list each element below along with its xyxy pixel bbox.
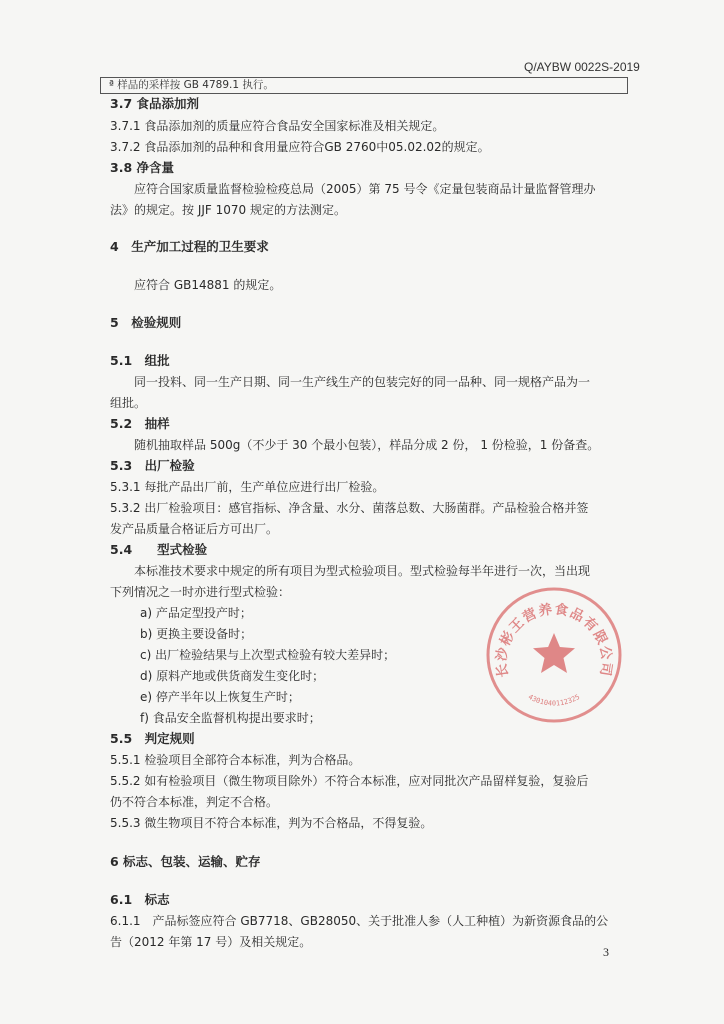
section-5-5-heading: 5.5 判定规则: [110, 731, 195, 746]
company-seal: [484, 585, 624, 725]
clause-5-3-1: 5.3.1 每批产品出厂前，生产单位应进行出厂检验。: [110, 480, 385, 494]
clause-5-5-2-line-1: 5.5.2 如有检验项目（微生物项目除外）不符合本标准，应对同批次产品留样复验，复验后: [110, 774, 589, 788]
section-3-7-heading: 3.7 食品添加剂: [110, 96, 199, 111]
section-6-1-heading: 6.1 标志: [110, 892, 170, 907]
section-5-3-heading: 5.3 出厂检验: [110, 458, 195, 473]
clause-5-2-text: 随机抽取样品 500g（不少于 30 个最小包装），样品分成 2 份， 1 份检验，1 份备查。: [134, 438, 600, 452]
footnote-box: [100, 77, 628, 94]
list-item-d: d) 原料产地或供货商发生变化时；: [140, 669, 325, 683]
clause-5-5-3: 5.5.3 微生物项目不符合本标准，判为不合格品，不得复验。: [110, 816, 433, 830]
seal-company-name: 长沙彬王营养食品有限公司: [493, 601, 615, 679]
section-3-8-heading: 3.8 净含量: [110, 160, 174, 175]
section-5-1-heading: 5.1 组批: [110, 353, 170, 368]
clause-5-3-2-line-1: 5.3.2 出厂检验项目：感官指标、净含量、水分、菌落总数、大肠菌群。产品检验合格并签: [110, 501, 589, 515]
clause-5-1-line-1: 同一投料、同一生产日期、同一生产线生产的包装完好的同一品种、同一规格产品为一: [134, 375, 591, 389]
clause-6-1-1-line-2: 告（2012 年第 17 号）及相关规定。: [110, 935, 312, 949]
clause-3-8-line-1: 应符合国家质量监督检验检疫总局（2005）第 75 号令《定量包装商品计量监督管理办: [134, 182, 596, 196]
clause-5-5-1: 5.5.1 检验项目全部符合本标准，判为合格品。: [110, 753, 361, 767]
seal-reg-number: 4301040112325: [526, 692, 582, 708]
clause-3-8-line-2: 法》的规定。按 JJF 1070 规定的方法测定。: [110, 203, 346, 217]
clause-5-4-line-1: 本标准技术要求中规定的所有项目为型式检验项目。型式检验每半年进行一次，当出现: [134, 564, 591, 578]
footnote-text: ª 样品的采样按 GB 4789.1 执行。: [109, 79, 274, 91]
seal-star: [533, 633, 575, 673]
clause-5-3-2-line-2: 发产品质量合格证后方可出厂。: [110, 522, 279, 536]
section-5-heading: 5 检验规则: [110, 315, 182, 330]
section-6-heading: 6 标志、包装、运输、贮存: [110, 854, 261, 869]
list-item-c: c) 出厂检验结果与上次型式检验有较大差异时；: [140, 648, 396, 662]
clause-5-5-2-line-2: 仍不符合本标准，判定不合格。: [110, 795, 279, 809]
list-item-a: a) 产品定型投产时；: [140, 606, 252, 620]
section-5-2-heading: 5.2 抽样: [110, 416, 170, 431]
section-4-heading: 4 生产加工过程的卫生要求: [110, 239, 269, 254]
clause-3-7-1: 3.7.1 食品添加剂的质量应符合食品安全国家标准及相关规定。: [110, 119, 445, 133]
seal-icon: [484, 585, 624, 725]
clause-5-1-line-2: 组批。: [110, 396, 147, 410]
clause-3-7-2: 3.7.2 食品添加剂的品种和食用量应符合GB 2760中05.02.02的规定。: [110, 140, 490, 154]
doc-code: Q/AYBW 0022S-2019: [524, 60, 640, 74]
clause-5-4-line-2: 下列情况之一时亦进行型式检验：: [110, 585, 291, 599]
section-4-text: 应符合 GB14881 的规定。: [134, 278, 282, 292]
list-item-b: b) 更换主要设备时；: [140, 627, 253, 641]
list-item-f: f) 食品安全监督机构提出要求时；: [140, 711, 321, 725]
section-5-4-heading: 5.4 型式检验: [110, 542, 208, 557]
page-number: 3: [603, 945, 609, 959]
list-item-e: e) 停产半年以上恢复生产时；: [140, 690, 300, 704]
svg-text:4301040112325: [527, 693, 581, 708]
clause-6-1-1-line-1: 6.1.1 产品标签应符合 GB7718、GB28050、关于批准人参（人工种植）为新资源食品的公: [110, 914, 609, 928]
